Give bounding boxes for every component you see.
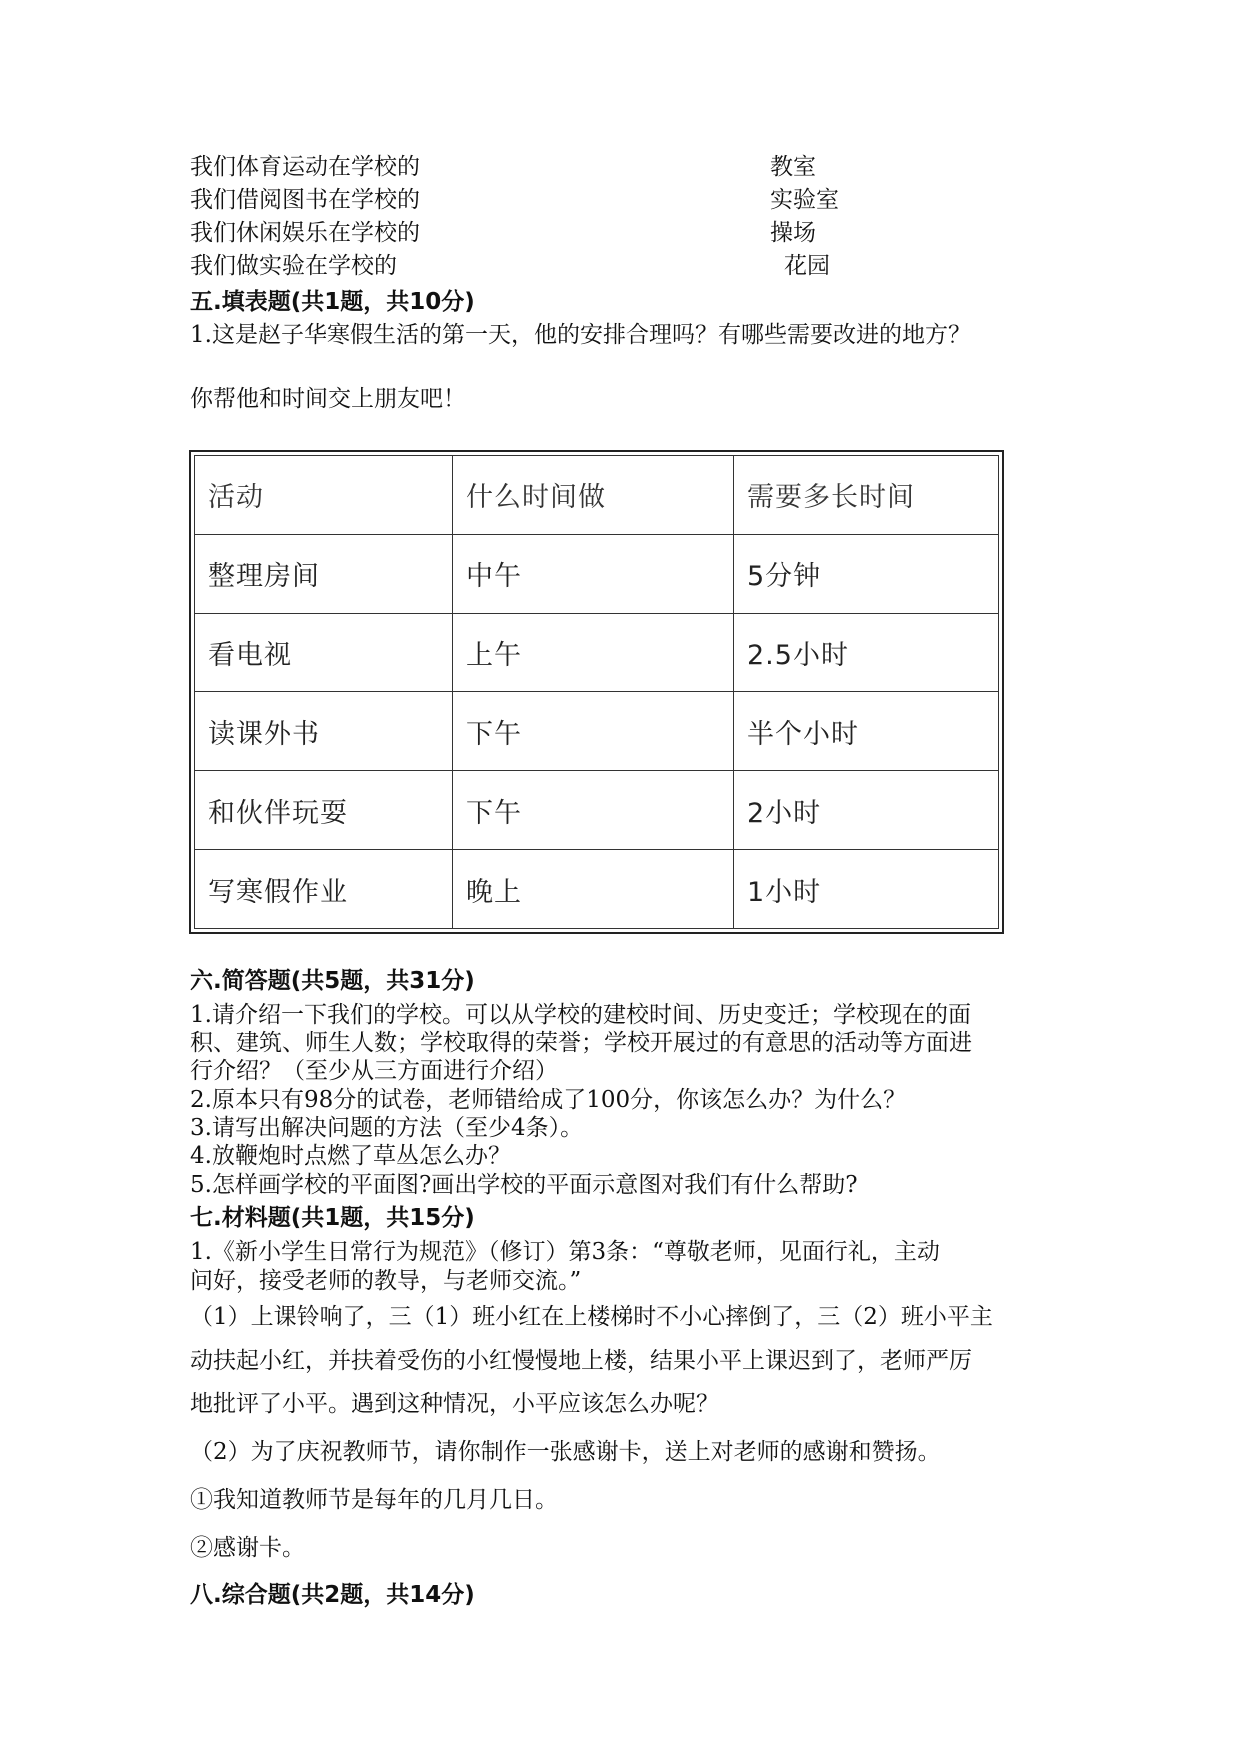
- match-left-4: 我们做实验在学校的: [190, 253, 397, 279]
- header-activity: 活动: [195, 456, 453, 535]
- section6-q4: 4.放鞭炮时点燃了草丛怎么办？: [190, 1143, 511, 1169]
- cell-when: 下午: [453, 771, 734, 850]
- table-header-row: [195, 456, 999, 535]
- section5-heading: 五.填表题(共1题，共10分): [190, 289, 475, 315]
- cell-activity: 和伙伴玩耍: [195, 771, 453, 850]
- cell-duration: 半个小时: [734, 692, 999, 771]
- cell-when: 晚上: [453, 850, 734, 929]
- match-right-2: 实验室: [770, 187, 839, 213]
- header-duration: 需要多长时间: [734, 456, 999, 535]
- cell-when: 下午: [453, 692, 734, 771]
- section7-q1-line2: 问好，接受老师的教导，与老师交流。”: [190, 1268, 582, 1294]
- section6-q1-line2: 积、建筑、师生人数；学校取得的荣誉；学校开展过的有意思的活动等方面进: [190, 1030, 972, 1056]
- section7-p1-line1: （1）上课铃响了，三（1）班小红在上楼梯时不小心摔倒了，三（2）班小平主: [190, 1304, 993, 1330]
- match-left-2: 我们借阅图书在学校的: [190, 187, 420, 213]
- section6-heading: 六.简答题(共5题，共31分): [190, 968, 475, 994]
- section6-q5: 5.怎样画学校的平面图?画出学校的平面示意图对我们有什么帮助?: [190, 1172, 858, 1198]
- table-row: [195, 613, 999, 692]
- section7-p2-a: ①我知道教师节是每年的几月几日。: [190, 1487, 558, 1513]
- section7-q1-line1: 1.《新小学生日常行为规范》（修订）第3条：“尊敬老师，见面行礼，主动: [190, 1239, 940, 1265]
- schedule-table: [194, 455, 999, 929]
- section6-q1-line1: 1.请介绍一下我们的学校。可以从学校的建校时间、历史变迁；学校现在的面: [190, 1002, 971, 1028]
- section5-q1-line1: 1.这是赵子华寒假生活的第一天，他的安排合理吗？有哪些需要改进的地方？: [190, 322, 971, 348]
- section5-q1-line2: 你帮他和时间交上朋友吧！: [190, 386, 466, 412]
- cell-duration: 2.5小时: [734, 613, 999, 692]
- section6-q3: 3.请写出解决问题的方法（至少4条）。: [190, 1115, 584, 1141]
- table-row: [195, 771, 999, 850]
- section6-q1-line3: 行介绍？（至少从三方面进行介绍）: [190, 1058, 558, 1084]
- cell-activity: 写寒假作业: [195, 850, 453, 929]
- cell-activity: 看电视: [195, 613, 453, 692]
- cell-duration: 5分钟: [734, 534, 999, 613]
- schedule-table-frame: [189, 450, 1004, 934]
- header-when: 什么时间做: [453, 456, 734, 535]
- match-left-3: 我们休闲娱乐在学校的: [190, 220, 420, 246]
- section7-p2: （2）为了庆祝教师节，请你制作一张感谢卡，送上对老师的感谢和赞扬。: [190, 1439, 941, 1465]
- cell-duration: 1小时: [734, 850, 999, 929]
- section7-p1-line3: 地批评了小平。遇到这种情况，小平应该怎么办呢？: [190, 1391, 719, 1417]
- cell-duration: 2小时: [734, 771, 999, 850]
- section6-q2: 2.原本只有98分的试卷，老师错给成了100分，你该怎么办？为什么？: [190, 1087, 907, 1113]
- match-right-1: 教室: [770, 154, 816, 180]
- cell-when: 上午: [453, 613, 734, 692]
- cell-activity: 读课外书: [195, 692, 453, 771]
- match-left-1: 我们体育运动在学校的: [190, 154, 420, 180]
- table-row: [195, 692, 999, 771]
- table-row: [195, 850, 999, 929]
- section7-heading: 七.材料题(共1题，共15分): [190, 1205, 475, 1231]
- section8-heading: 八.综合题(共2题，共14分): [190, 1582, 475, 1608]
- table-row: [195, 534, 999, 613]
- cell-when: 中午: [453, 534, 734, 613]
- cell-activity: 整理房间: [195, 534, 453, 613]
- match-right-3: 操场: [770, 220, 816, 246]
- match-right-4: 花园: [784, 253, 830, 279]
- section7-p1-line2: 动扶起小红，并扶着受伤的小红慢慢地上楼，结果小平上课迟到了，老师严厉: [190, 1348, 972, 1374]
- section7-p2-b: ②感谢卡。: [190, 1535, 305, 1561]
